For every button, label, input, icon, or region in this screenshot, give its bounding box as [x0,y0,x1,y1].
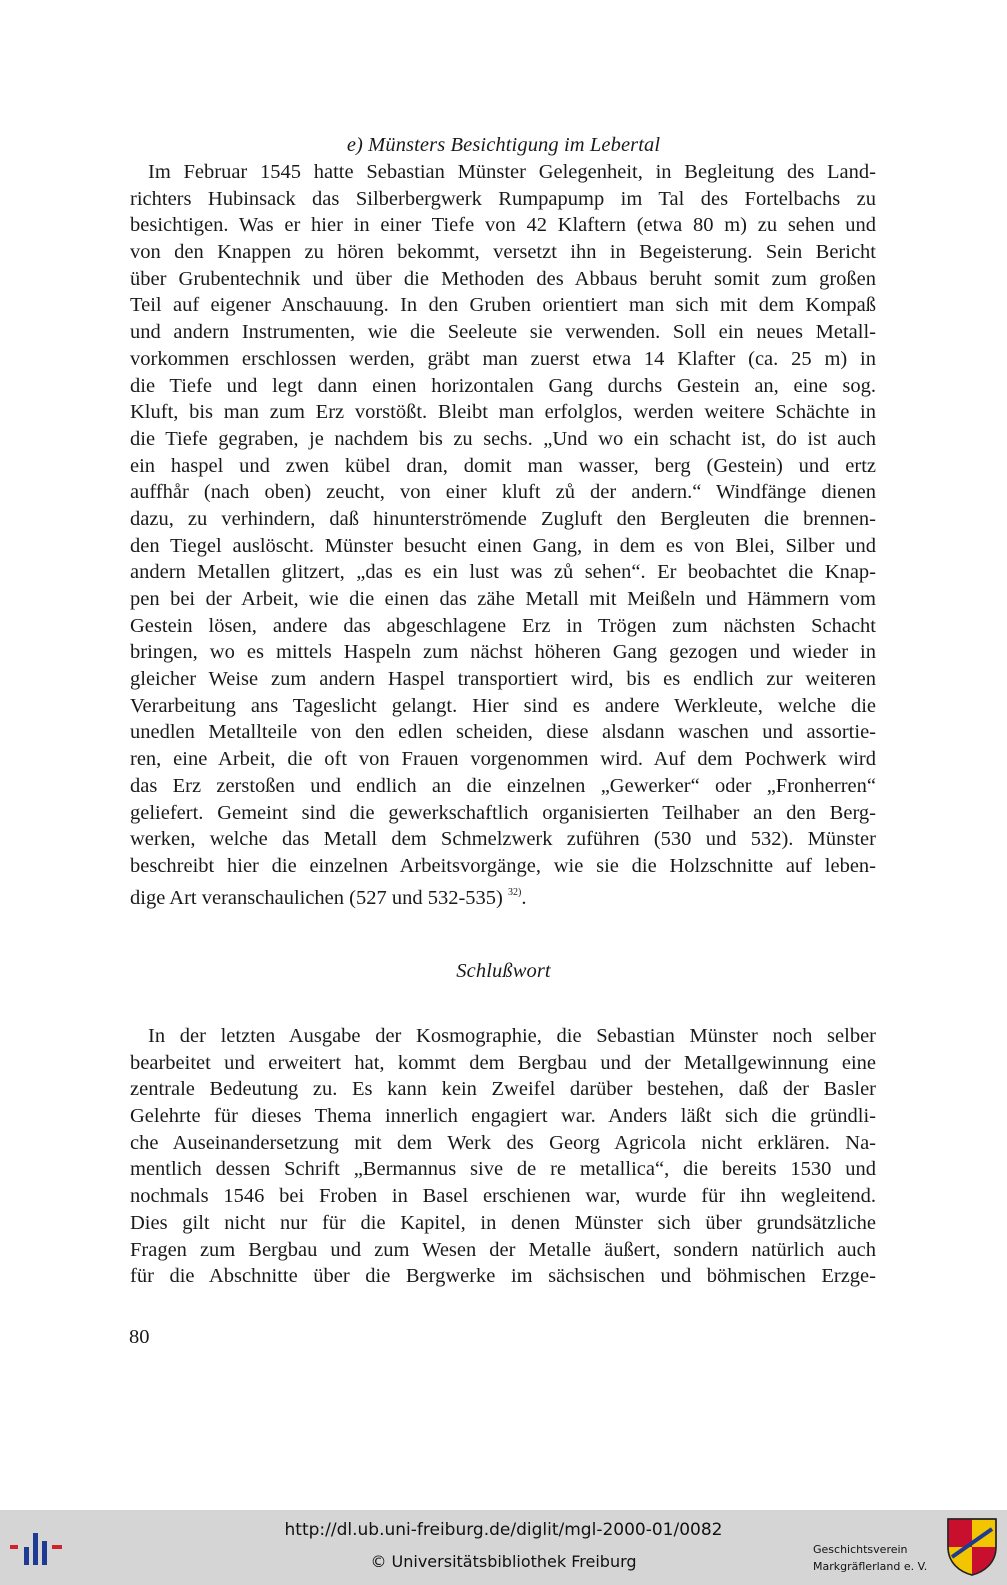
text-line: für die Abschnitte über die Bergwerke im sächsischen und böhmischen Erzge- [130,1265,876,1288]
text-line: die Tiefe und legt dann einen horizontalen Gang durchs Gestein an, eine sog. [130,374,876,397]
text-line: Im Februar 1545 hatte Sebastian Münster Gelegenheit, in Begleitung des Land- [148,161,876,183]
copyright-notice: © Universitätsbibliothek Freiburg [370,1552,637,1571]
text-line: geliefert. Gemeint sind die gewerkschaftlich organisierten Teilhaber an den Berg- [130,801,876,824]
text-line: das Erz zerstoßen und endlich an die einzelnen „Gewerker“ oder „Fronherren“ [130,774,876,797]
text-line: und andern Instrumenten, wie die Seeleute sie verwenden. Soll ein neues Metall- [130,321,876,344]
text-line: vorkommen erschlossen werden, gräbt man zuerst etwa 14 Klafter (ca. 25 m) in [130,347,876,370]
text-line: Verarbeitung ans Tageslicht gelangt. Hier sind es andere Werkleute, welche die [130,694,876,717]
body-paragraph-1 [130,159,876,909]
text-line: ein haspel und zwen kübel dran, domit man wasser, berg (Gestein) und ertz [130,454,876,477]
text-line: über Grubentechnik und über die Methoden des Abbaus beruht somit zum großen [130,267,876,290]
society-name-line-2: Markgräflerland e. V. [813,1560,928,1573]
text-line: Dies gilt nicht nur für die Kapitel, in denen Münster sich über grundsätzliche [130,1211,876,1234]
text-line: beschreibt hier die einzelnen Arbeitsvorgänge, wie sie die Holzschnitte auf leben- [130,854,876,877]
text-line: andern Metallen glitzert, „das es ein lust was zů sehen“. Er beobachtet die Knap- [130,561,876,584]
section-heading-conclusion: Schlußwort [456,960,551,982]
body-paragraph-2 [130,1023,876,1290]
society-name-line-1: Geschichtsverein [813,1543,908,1556]
text-line: pen bei der Arbeit, wie die einen das zähe Metall mit Meißeln und Hämmern vom [130,588,876,610]
text-line: von den Knappen zu hören bekommt, versetzt ihn in Begeisterung. Sein Bericht [130,241,876,264]
text-line: den Tiegel auslöscht. Münster besucht einen Gang, in dem es von Blei, Silber und [130,534,876,557]
text-line: bearbeitet und erweitert hat, kommt dem Bergbau und der Metallgewinnung eine [130,1051,876,1074]
text-line: In der letzten Ausgabe der Kosmographie, die Sebastian Münster noch selber [148,1025,876,1047]
text-line: bringen, wo es mittels Haspeln zum nächst höheren Gang gezogen und wieder in [130,641,876,664]
last-line-text: dige Art veranschaulichen (527 und 532-535) [130,886,503,909]
text-line: richters Hubinsack das Silberbergwerk Rumpapump im Tal des Fortelbachs zu [130,187,876,210]
text-line: gleicher Weise zum andern Haspel transportiert wird, bis es endlich zur weiteren [130,668,876,691]
text-line: Fragen zum Bergbau und zum Wesen der Metalle äußert, sondern natürlich auch [130,1238,876,1261]
text-line: unedlen Metallteile von den edlen scheiden, diese alsdann waschen und assortie- [130,721,876,744]
text-line: werken, welche das Metall dem Schmelzwerk zuführen (530 und 532). Münster [130,828,876,851]
text-line: ren, eine Arbeit, die oft von Frauen vorgenommen wird. Auf dem Pochwerk wird [130,748,876,771]
text-line: auffhår (nach oben) zeucht, von einer kluft zů der andern.“ Windfänge dienen [130,481,876,504]
sentence-end: . [521,886,527,909]
page-number: 80 [129,1326,150,1348]
text-line: dazu, zu verhindern, daß hinunterströmende Zugluft den Bergleuten die brennen- [130,507,876,530]
section-heading: e) Münsters Besichtigung im Lebertal [346,134,661,156]
text-line: die Tiefe gegraben, je nachdem bis zu sechs. „Und wo ein schacht ist, do ist auch [130,427,876,450]
text-line: nochmals 1546 bei Froben in Basel erschienen war, wurde für ihn wegleitend. [130,1185,876,1208]
text-line: Gelehrte für dieses Thema innerlich engagiert war. Anders läßt sich die gründli- [130,1105,876,1128]
document-url-link[interactable]: http://dl.ub.uni-freiburg.de/diglit/mgl-2000-01/0082 [284,1520,723,1540]
footnote-reference: 32) [508,886,522,898]
coat-of-arms-icon[interactable] [946,1517,998,1577]
viewer-footer [0,1510,1007,1585]
text-line: zentrale Bedeutung zu. Es kann kein Zweifel darüber bestehen, daß der Basler [130,1078,876,1101]
text-line: Gestein lösen, andere das abgeschlagene Erz in Trögen zum nächsten Schacht [130,614,876,637]
text-line: che Auseinandersetzung mit dem Werk des Georg Agricola nicht erklären. Na- [130,1131,876,1154]
text-line: Kluft, bis man zum Erz vorstößt. Bleibt man erfolglos, werden weitere Schächte in [130,401,876,424]
text-line-last [130,880,876,907]
text-line: mentlich dessen Schrift „Bermannus sive de re metallica“, die bereits 1530 und [130,1158,876,1181]
text-line: Teil auf eigener Anschauung. In den Gruben orientiert man sich mit dem Kompaß [130,294,876,317]
text-line: besichtigen. Was er hier in einer Tiefe von 42 Klaftern (etwa 80 m) zu sehen und [130,214,876,237]
